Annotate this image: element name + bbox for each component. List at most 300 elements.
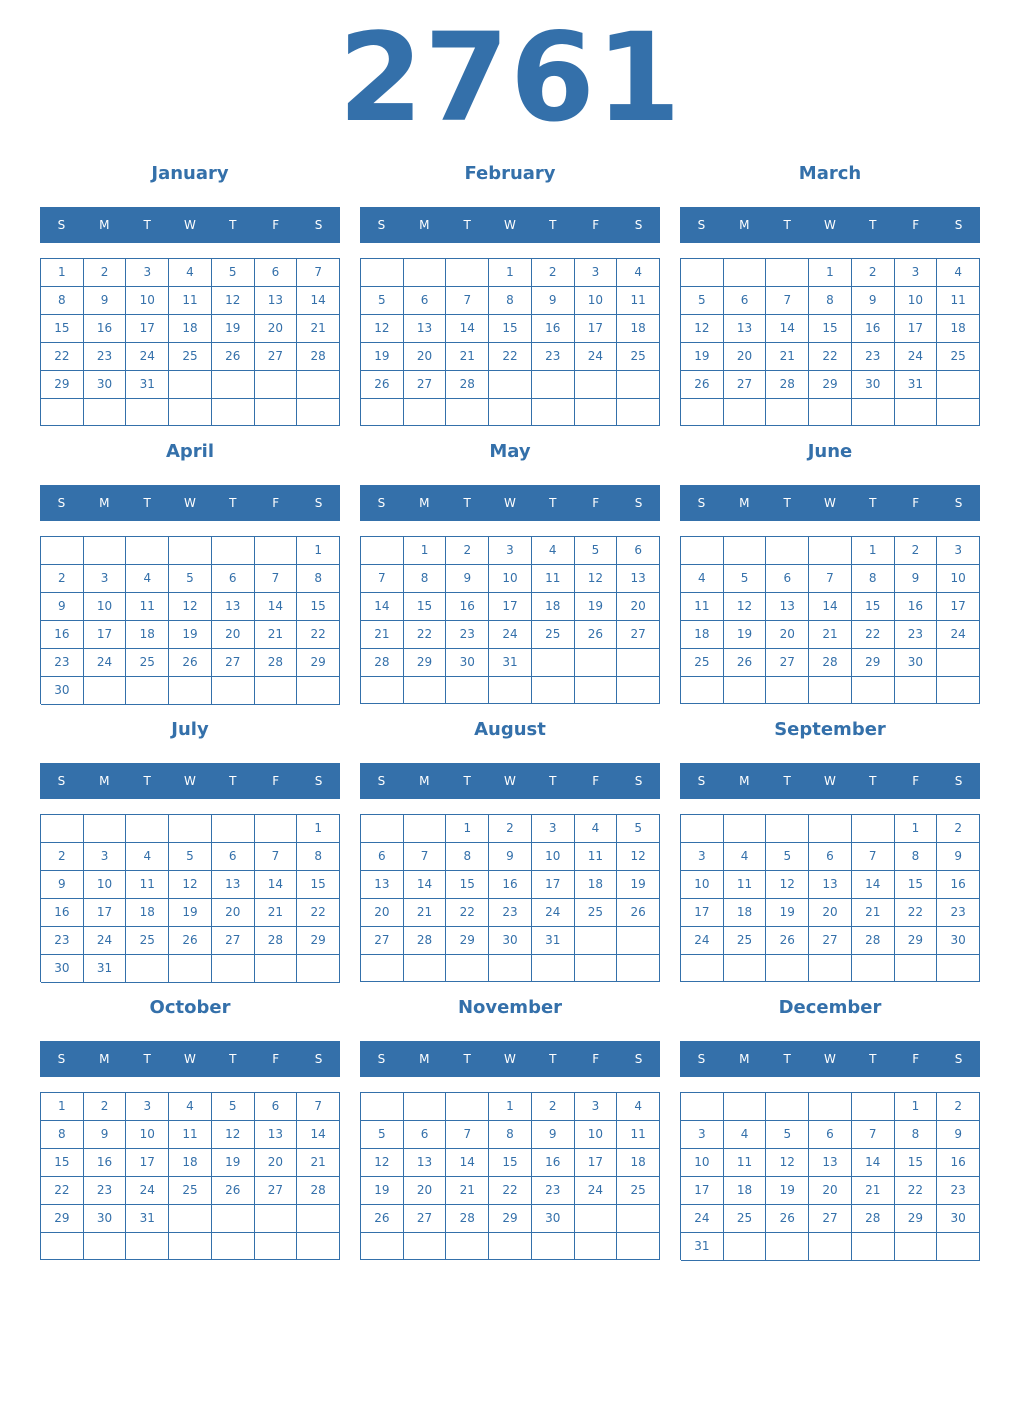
day-cell: 6	[361, 843, 404, 871]
day-cell: 9	[446, 565, 489, 593]
day-cell: 20	[404, 1177, 447, 1205]
day-cell: 29	[41, 1205, 84, 1233]
day-cell: 27	[809, 1205, 852, 1233]
day-cell: 24	[489, 621, 532, 649]
day-cell: 18	[169, 315, 212, 343]
day-cell: 2	[84, 259, 127, 287]
day-cell-empty	[937, 955, 980, 982]
day-cell: 17	[681, 1177, 724, 1205]
weekday-header	[680, 763, 980, 799]
day-cell-empty	[681, 815, 724, 843]
day-cell: 27	[617, 621, 660, 649]
day-cell: 6	[809, 1121, 852, 1149]
day-cell: 7	[852, 843, 895, 871]
day-cell-empty	[446, 399, 489, 426]
day-cell-empty	[489, 399, 532, 426]
day-cell: 5	[681, 287, 724, 315]
weekday-label: T	[229, 218, 237, 232]
day-cell: 30	[852, 371, 895, 399]
day-cell: 24	[532, 899, 575, 927]
weekday-label: M	[419, 496, 430, 510]
day-cell: 22	[446, 899, 489, 927]
day-cell: 9	[84, 1121, 127, 1149]
day-cell-empty	[852, 1233, 895, 1261]
day-cell: 3	[84, 843, 127, 871]
day-cell: 20	[724, 343, 767, 371]
day-grid	[40, 814, 340, 982]
day-cell: 14	[446, 1149, 489, 1177]
day-cell: 18	[617, 315, 660, 343]
weekday-label: M	[99, 496, 110, 510]
day-cell: 12	[212, 287, 255, 315]
day-cell-empty	[575, 927, 618, 955]
day-cell: 22	[297, 899, 340, 927]
day-cell: 26	[766, 1205, 809, 1233]
day-grid	[680, 536, 980, 704]
day-cell: 5	[212, 259, 255, 287]
day-cell: 10	[489, 565, 532, 593]
weekday-label: F	[912, 496, 920, 510]
day-cell: 21	[404, 899, 447, 927]
weekday-label: T	[143, 496, 151, 510]
day-cell: 25	[169, 343, 212, 371]
weekday-label: T	[783, 1052, 791, 1066]
day-cell: 26	[212, 1177, 255, 1205]
day-cell: 21	[446, 1177, 489, 1205]
day-cell-empty	[126, 399, 169, 426]
weekday-label: T	[869, 218, 877, 232]
day-cell-empty	[404, 399, 447, 426]
day-cell: 8	[297, 565, 340, 593]
day-cell-empty	[766, 1093, 809, 1121]
day-cell-empty	[852, 955, 895, 982]
weekday-label: M	[739, 218, 750, 232]
day-cell-empty	[126, 1233, 169, 1260]
day-cell: 3	[126, 1093, 169, 1121]
day-cell-empty	[361, 1093, 404, 1121]
day-cell: 2	[41, 565, 84, 593]
day-cell: 3	[532, 815, 575, 843]
weekday-header	[360, 763, 660, 799]
day-cell: 19	[361, 343, 404, 371]
day-cell: 1	[404, 537, 447, 565]
day-cell: 8	[852, 565, 895, 593]
day-cell: 26	[766, 927, 809, 955]
day-cell: 1	[809, 259, 852, 287]
day-cell: 9	[41, 871, 84, 899]
day-cell-empty	[404, 955, 447, 982]
month-name: July	[171, 719, 209, 740]
day-cell: 16	[532, 315, 575, 343]
day-cell: 30	[937, 927, 980, 955]
day-cell: 9	[895, 565, 938, 593]
day-cell: 12	[575, 565, 618, 593]
day-cell: 25	[617, 1177, 660, 1205]
weekday-label: M	[739, 774, 750, 788]
weekday-label: F	[272, 774, 280, 788]
day-cell-empty	[489, 955, 532, 982]
day-cell: 5	[361, 287, 404, 315]
day-cell-empty	[297, 399, 340, 426]
day-cell-empty	[617, 1233, 660, 1260]
month-calendar-may	[360, 438, 660, 716]
day-cell-empty	[297, 1233, 340, 1260]
day-cell: 3	[575, 1093, 618, 1121]
day-cell-empty	[212, 371, 255, 399]
day-cell: 18	[126, 621, 169, 649]
day-cell-empty	[255, 1205, 298, 1233]
day-cell: 17	[895, 315, 938, 343]
day-cell: 6	[255, 1093, 298, 1121]
month-calendar-october	[40, 994, 340, 1272]
day-cell: 24	[895, 343, 938, 371]
day-cell: 2	[937, 1093, 980, 1121]
day-cell: 12	[169, 871, 212, 899]
day-cell: 13	[212, 871, 255, 899]
day-cell: 10	[84, 871, 127, 899]
day-cell-empty	[575, 677, 618, 704]
month-calendar-july	[40, 716, 340, 994]
day-cell: 24	[937, 621, 980, 649]
day-cell: 14	[255, 871, 298, 899]
day-cell: 1	[41, 259, 84, 287]
day-cell: 1	[489, 1093, 532, 1121]
day-cell-empty	[212, 677, 255, 705]
day-cell-empty	[169, 677, 212, 705]
day-cell: 19	[681, 343, 724, 371]
day-cell: 24	[681, 1205, 724, 1233]
weekday-header	[680, 207, 980, 243]
day-cell: 18	[575, 871, 618, 899]
day-cell-empty	[361, 399, 404, 426]
day-cell: 22	[809, 343, 852, 371]
day-cell: 22	[489, 343, 532, 371]
day-cell: 16	[489, 871, 532, 899]
weekday-label: T	[229, 496, 237, 510]
day-cell: 30	[895, 649, 938, 677]
day-cell: 25	[724, 927, 767, 955]
day-cell-empty	[617, 927, 660, 955]
weekday-label: W	[504, 496, 516, 510]
day-cell: 22	[895, 1177, 938, 1205]
day-cell: 14	[404, 871, 447, 899]
day-cell: 25	[126, 649, 169, 677]
weekday-header	[360, 207, 660, 243]
weekday-label: T	[143, 774, 151, 788]
day-cell: 9	[937, 1121, 980, 1149]
day-cell-empty	[617, 955, 660, 982]
day-cell-empty	[126, 955, 169, 983]
day-cell: 21	[297, 315, 340, 343]
weekday-label: S	[954, 218, 963, 232]
day-cell: 17	[937, 593, 980, 621]
day-cell-empty	[41, 399, 84, 426]
day-cell-empty	[532, 955, 575, 982]
weekday-label: T	[783, 496, 791, 510]
day-cell: 5	[766, 1121, 809, 1149]
day-cell: 3	[489, 537, 532, 565]
weekday-label: T	[549, 496, 557, 510]
day-cell-empty	[212, 1205, 255, 1233]
day-cell: 13	[809, 871, 852, 899]
day-cell: 1	[446, 815, 489, 843]
day-cell: 17	[575, 315, 618, 343]
day-cell: 29	[489, 1205, 532, 1233]
day-cell-empty	[809, 1093, 852, 1121]
day-cell-empty	[84, 537, 127, 565]
day-cell: 13	[255, 287, 298, 315]
day-cell: 8	[809, 287, 852, 315]
day-cell-empty	[575, 955, 618, 982]
month-calendar-august	[360, 716, 660, 994]
day-cell: 2	[84, 1093, 127, 1121]
day-cell: 28	[404, 927, 447, 955]
day-cell: 26	[361, 371, 404, 399]
day-cell: 31	[84, 955, 127, 983]
day-cell: 25	[681, 649, 724, 677]
day-cell: 8	[404, 565, 447, 593]
day-cell-empty	[446, 1093, 489, 1121]
day-cell: 6	[724, 287, 767, 315]
day-cell: 26	[724, 649, 767, 677]
day-cell: 23	[937, 899, 980, 927]
weekday-header	[360, 1041, 660, 1077]
day-cell: 11	[724, 871, 767, 899]
weekday-label: S	[634, 218, 643, 232]
day-cell: 20	[255, 1149, 298, 1177]
day-cell: 8	[895, 1121, 938, 1149]
weekday-label: F	[912, 1052, 920, 1066]
day-cell: 28	[255, 927, 298, 955]
day-cell: 17	[126, 1149, 169, 1177]
day-cell-empty	[489, 1233, 532, 1260]
day-cell: 28	[361, 649, 404, 677]
day-cell: 27	[404, 371, 447, 399]
weekday-label: M	[419, 774, 430, 788]
day-cell-empty	[255, 537, 298, 565]
day-cell: 2	[41, 843, 84, 871]
month-calendar-november	[360, 994, 660, 1272]
weekday-label: T	[783, 218, 791, 232]
day-cell-empty	[404, 259, 447, 287]
day-cell: 15	[41, 1149, 84, 1177]
day-cell: 26	[212, 343, 255, 371]
day-cell-empty	[617, 371, 660, 399]
day-cell: 25	[575, 899, 618, 927]
day-grid	[40, 1092, 340, 1260]
day-cell-empty	[766, 1233, 809, 1261]
day-cell: 17	[84, 621, 127, 649]
day-grid	[680, 814, 980, 982]
weekday-label: M	[99, 218, 110, 232]
day-cell: 12	[169, 593, 212, 621]
day-cell-empty	[937, 649, 980, 677]
day-cell: 15	[446, 871, 489, 899]
day-cell: 31	[126, 371, 169, 399]
day-cell: 7	[404, 843, 447, 871]
day-cell: 8	[41, 287, 84, 315]
day-cell: 1	[852, 537, 895, 565]
day-cell: 10	[532, 843, 575, 871]
day-cell: 16	[84, 1149, 127, 1177]
month-name: October	[149, 997, 231, 1018]
day-grid	[680, 1092, 980, 1260]
day-cell-empty	[297, 677, 340, 705]
day-cell-empty	[724, 399, 767, 426]
day-cell: 5	[361, 1121, 404, 1149]
day-cell: 1	[41, 1093, 84, 1121]
day-cell: 1	[297, 815, 340, 843]
day-cell: 12	[724, 593, 767, 621]
day-cell: 15	[297, 593, 340, 621]
day-cell: 20	[617, 593, 660, 621]
day-cell: 14	[446, 315, 489, 343]
day-cell: 20	[212, 899, 255, 927]
day-cell-empty	[255, 371, 298, 399]
weekday-label: W	[184, 218, 196, 232]
day-cell-empty	[937, 1233, 980, 1261]
day-cell: 21	[809, 621, 852, 649]
day-cell-empty	[681, 399, 724, 426]
day-cell: 21	[766, 343, 809, 371]
weekday-label: M	[99, 774, 110, 788]
day-cell-empty	[404, 1233, 447, 1260]
day-cell-empty	[361, 259, 404, 287]
day-cell: 27	[404, 1205, 447, 1233]
day-cell: 14	[852, 871, 895, 899]
day-cell: 20	[361, 899, 404, 927]
day-cell: 6	[212, 843, 255, 871]
weekday-label: W	[824, 1052, 836, 1066]
day-cell: 2	[937, 815, 980, 843]
day-cell: 12	[681, 315, 724, 343]
day-cell: 4	[126, 565, 169, 593]
day-cell: 28	[446, 1205, 489, 1233]
day-cell: 3	[895, 259, 938, 287]
weekday-label: S	[57, 1052, 66, 1066]
day-cell: 16	[937, 871, 980, 899]
day-cell: 4	[126, 843, 169, 871]
weekday-label: F	[272, 496, 280, 510]
day-cell: 5	[169, 565, 212, 593]
day-cell-empty	[895, 955, 938, 982]
day-cell: 16	[937, 1149, 980, 1177]
weekday-label: M	[739, 1052, 750, 1066]
day-cell: 4	[724, 1121, 767, 1149]
day-cell: 8	[41, 1121, 84, 1149]
day-cell-empty	[489, 371, 532, 399]
day-cell: 14	[297, 1121, 340, 1149]
day-cell: 27	[809, 927, 852, 955]
day-cell: 24	[84, 927, 127, 955]
day-cell: 3	[126, 259, 169, 287]
month-name: April	[165, 441, 215, 462]
day-cell-empty	[446, 1233, 489, 1260]
day-cell: 11	[937, 287, 980, 315]
day-cell: 24	[575, 1177, 618, 1205]
day-cell: 12	[766, 1149, 809, 1177]
day-cell: 10	[575, 1121, 618, 1149]
day-cell: 26	[361, 1205, 404, 1233]
day-cell: 30	[446, 649, 489, 677]
day-cell-empty	[724, 955, 767, 982]
weekday-label: S	[634, 1052, 643, 1066]
day-cell-empty	[809, 537, 852, 565]
day-cell-empty	[766, 677, 809, 704]
day-cell: 21	[297, 1149, 340, 1177]
day-cell-empty	[724, 1093, 767, 1121]
day-cell-empty	[255, 399, 298, 426]
day-cell: 15	[809, 315, 852, 343]
day-cell-empty	[766, 537, 809, 565]
day-cell: 15	[852, 593, 895, 621]
day-cell: 21	[361, 621, 404, 649]
day-cell-empty	[809, 955, 852, 982]
day-cell: 14	[361, 593, 404, 621]
day-cell: 16	[41, 621, 84, 649]
weekday-label: S	[697, 774, 706, 788]
day-grid	[360, 1092, 660, 1260]
day-cell: 23	[937, 1177, 980, 1205]
day-cell-empty	[126, 815, 169, 843]
day-cell: 11	[681, 593, 724, 621]
day-cell: 7	[255, 843, 298, 871]
day-cell: 2	[446, 537, 489, 565]
day-cell: 8	[895, 843, 938, 871]
day-cell-empty	[212, 1233, 255, 1260]
day-cell: 4	[724, 843, 767, 871]
weekday-label: W	[184, 496, 196, 510]
day-cell: 23	[446, 621, 489, 649]
day-cell: 20	[212, 621, 255, 649]
day-cell: 26	[617, 899, 660, 927]
day-cell-empty	[681, 259, 724, 287]
day-cell-empty	[724, 815, 767, 843]
day-cell-empty	[532, 399, 575, 426]
weekday-label: T	[143, 218, 151, 232]
day-cell: 29	[41, 371, 84, 399]
weekday-label: M	[419, 1052, 430, 1066]
day-cell: 3	[937, 537, 980, 565]
month-calendar-september	[680, 716, 980, 994]
day-cell: 1	[297, 537, 340, 565]
day-cell-empty	[361, 955, 404, 982]
day-cell: 31	[489, 649, 532, 677]
day-cell: 29	[297, 649, 340, 677]
day-cell: 5	[724, 565, 767, 593]
day-cell: 25	[532, 621, 575, 649]
day-cell: 16	[895, 593, 938, 621]
day-cell: 23	[41, 649, 84, 677]
day-cell: 10	[681, 1149, 724, 1177]
day-cell: 8	[297, 843, 340, 871]
day-cell: 2	[489, 815, 532, 843]
day-cell-empty	[169, 1233, 212, 1260]
day-cell: 24	[575, 343, 618, 371]
day-cell: 30	[489, 927, 532, 955]
weekday-label: M	[739, 496, 750, 510]
day-cell: 5	[766, 843, 809, 871]
weekday-label: S	[954, 1052, 963, 1066]
weekday-label: S	[314, 1052, 323, 1066]
day-cell: 7	[446, 1121, 489, 1149]
weekday-label: S	[634, 496, 643, 510]
day-cell: 20	[255, 315, 298, 343]
day-cell: 10	[575, 287, 618, 315]
day-grid	[40, 258, 340, 426]
day-cell-empty	[361, 537, 404, 565]
weekday-header	[680, 1041, 980, 1077]
